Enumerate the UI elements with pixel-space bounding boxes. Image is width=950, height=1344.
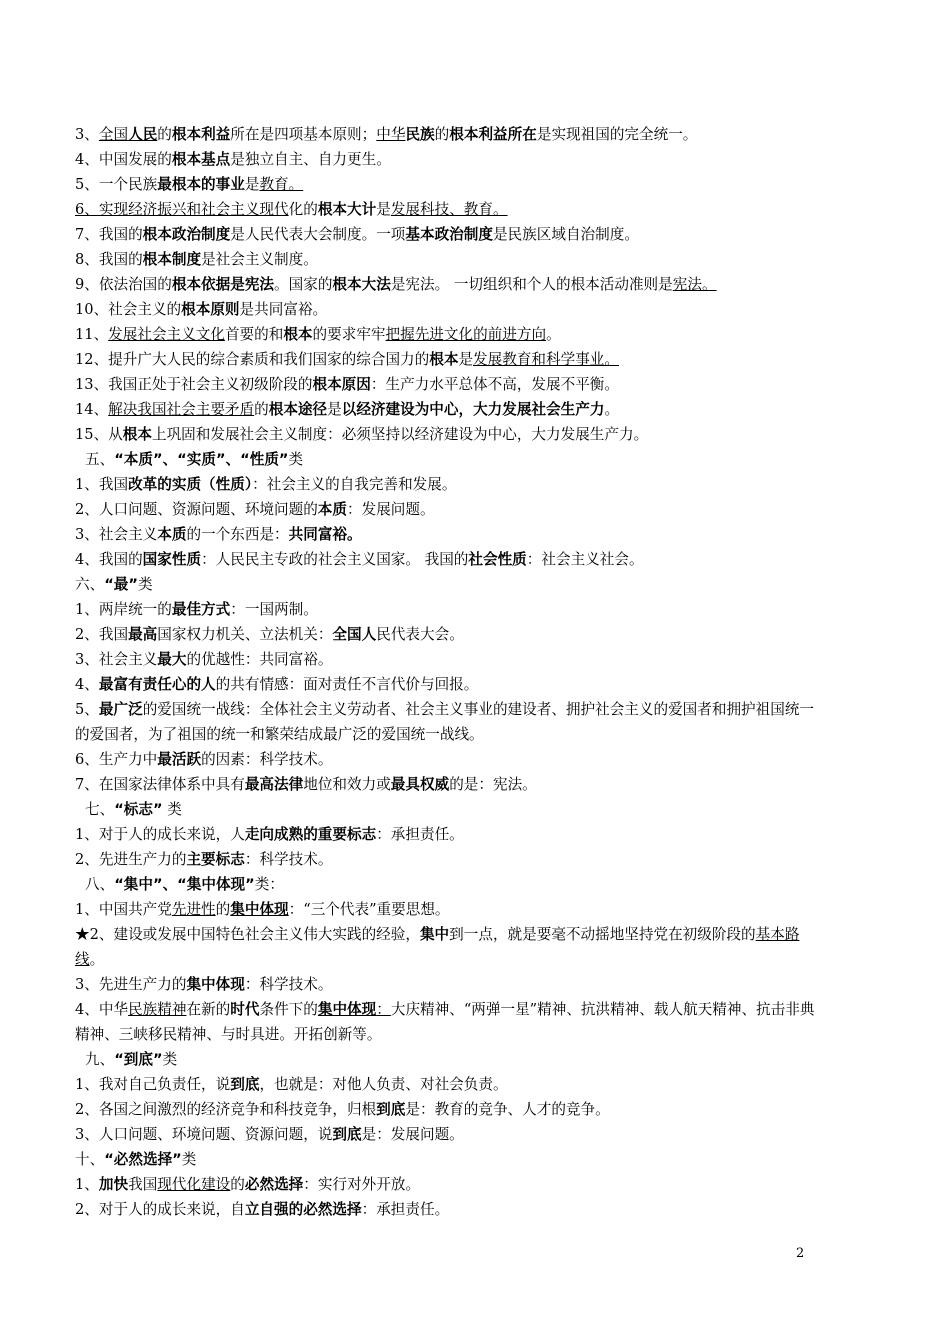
text-segment: ：人民民主专政的社会主义国家。 我国的 <box>201 551 469 568</box>
text-line <box>75 247 815 272</box>
text-line <box>75 522 815 547</box>
text-line <box>75 1147 815 1172</box>
text-segment: 类 <box>162 801 182 818</box>
text-segment: ：科学技术。 <box>244 851 333 868</box>
text-line <box>75 797 815 822</box>
text-segment: 是 <box>458 351 474 368</box>
text-segment: 类 <box>137 576 153 593</box>
text-segment: 的 <box>230 1176 245 1193</box>
text-line <box>75 572 815 597</box>
text-segment: 立自强的必然选择 <box>244 1201 362 1218</box>
text-segment: “标志” <box>114 801 163 818</box>
text-line <box>75 147 815 172</box>
text-segment: 发展教育和科学事业。 <box>473 351 619 368</box>
text-segment: ★2、建设或发展中国特色社会主义伟大实践的经验， <box>75 926 420 943</box>
document-page <box>75 122 815 1222</box>
text-line <box>75 997 815 1047</box>
text-segment: 最根本的事业 <box>157 176 245 193</box>
text-segment: 1、两岸统一的 <box>75 601 172 618</box>
text-segment: 根本大计 <box>317 201 377 218</box>
text-segment: 根本 <box>429 351 459 368</box>
text-segment: ：社会主义的自我完善和发展。 <box>252 476 457 493</box>
text-segment: 全国 <box>98 126 129 143</box>
text-segment: 是宪法。 一切组织和个人的根本活动准则是 <box>390 276 673 293</box>
text-segment: ：“三个代表”重要思想。 <box>288 901 450 918</box>
text-line <box>75 1197 815 1222</box>
text-line <box>75 272 815 297</box>
text-segment: 最活跃 <box>157 751 202 768</box>
text-line <box>75 547 815 572</box>
text-segment: 时代 <box>230 1001 260 1018</box>
text-line <box>75 1047 815 1072</box>
text-segment: 14、 <box>75 401 109 418</box>
text-line <box>75 872 815 897</box>
text-segment: 集中体现 <box>186 976 245 993</box>
text-segment: 是：教育的竞争、人才的竞争。 <box>405 1101 610 1118</box>
text-segment: 。 <box>546 326 561 343</box>
text-segment: 中华 <box>376 126 406 143</box>
text-segment: 根本政治制度 <box>142 226 231 243</box>
text-segment: 最具权威 <box>390 776 450 793</box>
text-segment: 国家权力机关、立法机关： <box>157 626 333 643</box>
text-segment: 走向成熟的重要标志 <box>244 826 377 843</box>
text-segment: 必然选择 <box>244 1176 304 1193</box>
text-line <box>75 397 815 422</box>
text-line <box>75 847 815 872</box>
text-segment: ：科学技术。 <box>244 976 333 993</box>
text-line <box>75 1122 815 1147</box>
text-line <box>75 497 815 522</box>
text-segment: 4、中华 <box>75 1001 129 1018</box>
text-segment: 。国家的 <box>274 276 333 293</box>
text-segment: 5、 <box>75 701 99 718</box>
text-segment: 2、我国 <box>75 626 129 643</box>
text-segment: 把握先进文化的前进方向 <box>385 326 547 343</box>
text-segment: 最高 <box>128 626 158 643</box>
text-line <box>75 372 815 397</box>
text-segment: 是实现祖国的完全统一。 <box>536 126 698 143</box>
text-segment: 发展社会主义文化 <box>108 326 225 343</box>
text-segment: 3、人口问题、环境问题、资源问题，说 <box>75 1126 333 1143</box>
text-segment: 社会性质 <box>468 551 527 568</box>
text-segment: 1、 <box>75 1176 99 1193</box>
text-segment: 六、 <box>75 576 105 593</box>
text-segment: 民代表大会。 <box>376 626 464 643</box>
text-line <box>75 447 815 472</box>
text-segment: 所在是四项基本原则； <box>230 126 377 143</box>
text-line <box>75 897 815 922</box>
text-segment: 1、中国共产党 <box>75 901 172 918</box>
text-line <box>75 122 815 147</box>
text-segment: 是 <box>327 401 342 418</box>
text-segment: 8、我国的 <box>75 251 143 268</box>
text-segment: 基本政治制度 <box>405 226 493 243</box>
text-segment: 最大 <box>157 651 187 668</box>
text-segment: 是共同富裕。 <box>239 301 328 318</box>
text-segment: 12、提升广大人民的综合素质和我们国家的综合国力的 <box>75 351 430 368</box>
text-segment: 的 <box>254 401 269 418</box>
text-segment: ：社会主义社会。 <box>526 551 644 568</box>
text-segment: 根本大法 <box>332 276 391 293</box>
text-segment: 民族 <box>405 126 435 143</box>
text-segment: 集中 <box>419 926 450 943</box>
text-line <box>75 322 815 347</box>
text-line <box>75 297 815 322</box>
text-segment: 3、社会主义 <box>75 651 158 668</box>
text-line <box>75 747 815 772</box>
text-segment: 4、我国的 <box>75 551 143 568</box>
text-segment: 根本制度 <box>142 251 202 268</box>
text-segment: 是独立自主、自力更生。 <box>230 151 391 168</box>
text-segment: 基本路线 <box>75 926 800 968</box>
text-segment: 10、社会主义的 <box>75 301 182 318</box>
text-segment: 7、我国的 <box>75 226 143 243</box>
text-segment: ：承担责任。 <box>376 826 464 843</box>
text-segment: 五、 <box>85 451 115 468</box>
text-segment: 九、 <box>85 1051 115 1068</box>
text-line <box>75 1097 815 1122</box>
text-segment: 根本原则 <box>181 301 240 318</box>
text-segment: 的因素：科学技术。 <box>201 751 333 768</box>
text-segment: 八、 <box>85 876 115 893</box>
text-segment: 是 <box>244 176 260 193</box>
text-segment: ：生产力水平总体不高，发展不平衡。 <box>370 376 619 393</box>
text-segment: 我国 <box>128 1176 158 1193</box>
text-segment: 的共有情感：面对责任不言代价与回报。 <box>215 676 479 693</box>
text-segment: 是 <box>376 201 391 218</box>
text-segment: “最” <box>104 576 138 593</box>
text-segment: “到底” <box>114 1051 163 1068</box>
text-segment: 民族精神 <box>128 1001 187 1018</box>
text-segment: 最广泛 <box>98 701 143 718</box>
text-line <box>75 822 815 847</box>
text-segment: 以经济建设为中心，大力发展社会生产力 <box>341 401 605 418</box>
text-segment: 根本原因 <box>312 376 371 393</box>
text-segment: 改革的实质（性质） <box>128 476 253 493</box>
text-segment: 2、对于人的成长来说，自 <box>75 1201 245 1218</box>
text-segment: 加快 <box>98 1176 129 1193</box>
text-segment: 3、 <box>75 126 99 143</box>
text-segment: 13、我国正处于社会主义初级阶段的 <box>75 376 313 393</box>
text-segment: 最佳方式 <box>171 601 231 618</box>
text-segment: 十、 <box>75 1151 105 1168</box>
text-segment: 类 <box>288 451 304 468</box>
text-segment: 9、依法治国的 <box>75 276 172 293</box>
text-segment: ，也就是：对他人负责、对社会负责。 <box>259 1076 508 1093</box>
text-segment: 的要求牢牢 <box>312 326 386 343</box>
text-line <box>75 672 815 697</box>
text-segment: 3、社会主义 <box>75 526 158 543</box>
text-segment: 人民 <box>128 126 158 143</box>
text-segment: 集中体现 <box>230 901 289 918</box>
text-segment: 化的 <box>288 201 318 218</box>
text-segment: 大庆精神、“两弹一星”精神、抗洪精神、载人航天精神、抗击非典精神、三峡移民精神、与时具进。开拓创新等。 <box>75 1001 815 1043</box>
text-line <box>75 597 815 622</box>
text-segment: 现代化建设 <box>157 1176 231 1193</box>
text-line <box>75 347 815 372</box>
text-segment: 是民族区域自治制度。 <box>492 226 639 243</box>
text-segment: 6、生产力中 <box>75 751 158 768</box>
text-segment: 7、在国家法律体系中具有 <box>75 776 245 793</box>
text-segment: 主要标志 <box>186 851 245 868</box>
text-segment: 类： <box>254 876 284 893</box>
text-segment: 到底 <box>332 1126 362 1143</box>
text-segment: ：实行对外开放。 <box>303 1176 421 1193</box>
text-segment: 本质 <box>317 501 347 518</box>
text-line <box>75 972 815 997</box>
text-segment: “本质”、“实质”、“性质” <box>114 451 289 468</box>
text-segment: 是社会主义制度。 <box>201 251 318 268</box>
text-segment: 七、 <box>85 801 115 818</box>
text-segment: 6、实现经济振兴和社会主义现代 <box>75 201 289 218</box>
text-segment: 的 <box>157 126 172 143</box>
text-segment: 最富有责任心的人 <box>98 676 216 693</box>
text-segment: 1、我对自己负责任，说 <box>75 1076 231 1093</box>
text-segment: 根本 <box>122 426 152 443</box>
text-segment: 的 <box>215 901 231 918</box>
text-segment: 根本 <box>283 326 313 343</box>
text-segment: 的是：宪法。 <box>449 776 537 793</box>
text-segment: 11、 <box>75 326 109 343</box>
text-segment: 类 <box>181 1151 197 1168</box>
text-segment: 根本基点 <box>171 151 231 168</box>
text-segment: 到一点，就是要毫不动摇地坚持党在初级阶段的 <box>449 926 756 943</box>
text-segment: ：发展问题。 <box>347 501 435 518</box>
text-segment: 2、先进生产力的 <box>75 851 187 868</box>
text-line <box>75 647 815 672</box>
text-segment: 根本依据是宪法 <box>171 276 275 293</box>
text-segment: 宪法。 <box>672 276 717 293</box>
text-segment: 3、先进生产力的 <box>75 976 187 993</box>
text-segment: 是：发展问题。 <box>361 1126 464 1143</box>
text-segment: 国家性质 <box>142 551 202 568</box>
text-line <box>75 472 815 497</box>
text-segment: ：承担责任。 <box>361 1201 450 1218</box>
text-segment: 到底 <box>230 1076 260 1093</box>
text-segment: “必然选择” <box>104 1151 182 1168</box>
text-line <box>75 222 815 247</box>
text-segment: 。 <box>89 951 105 968</box>
text-segment: 15、从 <box>75 426 123 443</box>
text-segment: 4、 <box>75 676 99 693</box>
text-segment: 的优越性：共同富裕。 <box>186 651 333 668</box>
text-segment: 先进性 <box>171 901 216 918</box>
text-line <box>75 422 815 447</box>
text-line <box>75 697 815 747</box>
text-segment: 5、一个民族 <box>75 176 158 193</box>
text-segment: 的一个东西是： <box>186 526 289 543</box>
text-segment: 根本利益 <box>171 126 231 143</box>
text-segment: 教育。 <box>259 176 304 193</box>
text-segment: 上巩固和发展社会主义制度：必须坚持以经济建设为中心，大力发展生产力。 <box>151 426 649 443</box>
text-line <box>75 1172 815 1197</box>
text-segment: “集中”、“集中体现” <box>114 876 255 893</box>
text-segment: ：一国两制。 <box>230 601 318 618</box>
text-segment: 1、对于人的成长来说，人 <box>75 826 245 843</box>
text-segment: 根本利益所在 <box>449 126 537 143</box>
text-segment: 发展科技、教育。 <box>390 201 508 218</box>
text-segment: 是人民代表大会制度。一项 <box>230 226 406 243</box>
text-segment: 条件下的 <box>259 1001 318 1018</box>
text-segment: 2、人口问题、资源问题、环境问题的 <box>75 501 318 518</box>
text-segment: 4、中国发展的 <box>75 151 172 168</box>
text-segment: 的爱国统一战线：全体社会主义劳动者、社会主义事业的建设者、拥护社会主义的爱国者和拥护祖国统一的爱国者，为了祖国的统一和繁荣结成最广泛的爱国统一战线。 <box>75 701 815 743</box>
text-segment: 首要的和 <box>224 326 284 343</box>
text-segment: 1、我国 <box>75 476 129 493</box>
text-segment: 集中体现 <box>317 1001 377 1018</box>
text-segment: ： <box>376 1001 391 1018</box>
text-line <box>75 772 815 797</box>
text-segment: 在新的 <box>186 1001 231 1018</box>
page-number: 2 <box>796 1246 805 1261</box>
text-segment: 的 <box>434 126 450 143</box>
text-segment: 类 <box>162 1051 178 1068</box>
text-line <box>75 1072 815 1097</box>
text-segment: 根本途径 <box>268 401 328 418</box>
text-line <box>75 172 815 197</box>
text-segment: 。 <box>604 401 620 418</box>
text-segment: 到底 <box>376 1101 406 1118</box>
text-line <box>75 622 815 647</box>
text-segment: 最高法律 <box>244 776 304 793</box>
text-segment: 2、各国之间激烈的经济竞争和科技竞争，归根 <box>75 1101 377 1118</box>
text-line <box>75 922 815 972</box>
text-line <box>75 197 815 222</box>
text-segment: 共同富裕。 <box>288 526 362 543</box>
text-segment: 解决我国社会主要矛盾 <box>108 401 255 418</box>
text-segment: 全国人 <box>332 626 377 643</box>
text-segment: 地位和效力或 <box>303 776 391 793</box>
text-segment: 本质 <box>157 526 187 543</box>
